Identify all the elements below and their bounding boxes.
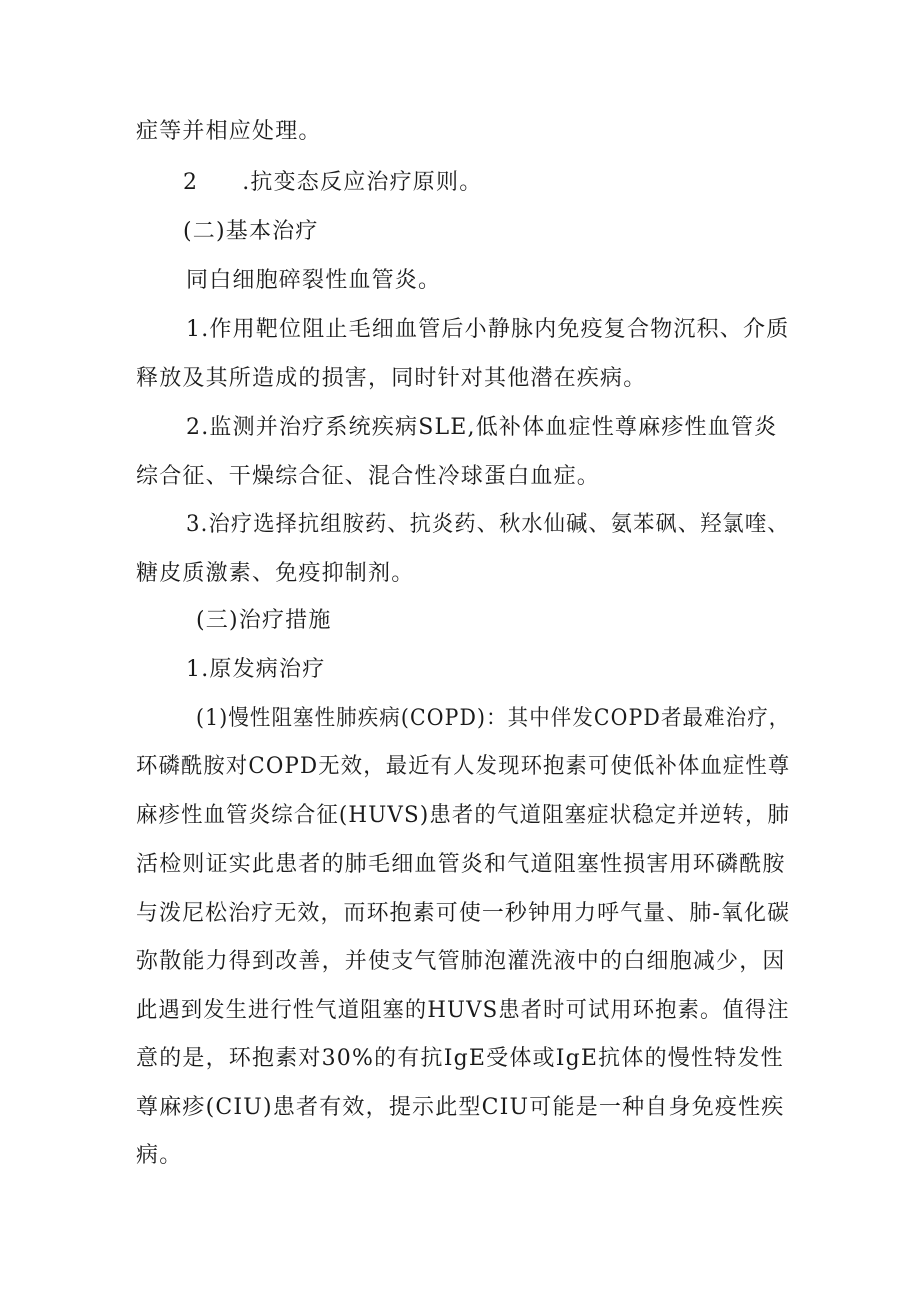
paragraph-line xyxy=(136,947,786,977)
list-item-heading xyxy=(183,168,482,198)
paragraph-line xyxy=(136,996,790,1026)
text: 综合征、干燥综合征、混合性冷球蛋白血症。 xyxy=(136,464,601,489)
text: 麻疹性血管炎综合征(HUVS)患者的气道阻塞症状稳定并逆转，肺 xyxy=(136,803,791,828)
text: 症等并相应处理。 xyxy=(136,119,322,144)
section-heading xyxy=(183,217,319,247)
section-heading xyxy=(196,606,332,636)
text: (1)慢性阻塞性肺疾病(COPD)：其中伴发COPD者最难治疗， xyxy=(196,706,791,731)
text: 糖皮质激素、免疫抑制剂。 xyxy=(136,561,415,586)
text: 与泼尼松治疗无效，而环抱素可使一秒钟用力呼气量、肺-氧化碳 xyxy=(136,901,791,926)
text: 此遇到发生进行性气道阻塞的HUVS患者时可试用环抱素。值得注 xyxy=(136,998,790,1023)
text: 同白细胞碎裂性血管炎。 xyxy=(186,268,442,293)
text: 弥散能力得到改善，并使支气管肺泡灌洗液中的白细胞减少，因 xyxy=(136,949,786,974)
text: 1.作用靶位阻止毛细血管后小静脉内免疫复合物沉积、介质 xyxy=(186,317,790,342)
text: 意的是，环抱素对30%的有抗IgE受体或IgE抗体的慢性特发性 xyxy=(136,1046,784,1071)
paragraph-line xyxy=(136,899,790,929)
text: 活检则证实此患者的肺毛细血管炎和气道阻塞性损害用环磷酰胺 xyxy=(136,852,786,877)
text: 尊麻疹(CIU)患者有效，提示此型CIU可能是一种自身免疫性疾 xyxy=(136,1095,785,1120)
paragraph-line xyxy=(136,559,414,589)
subsection-heading xyxy=(186,655,325,685)
paragraph-line xyxy=(136,1044,784,1074)
text: 环磷酰胺对COPD无效，最近有人发现环抱素可使低补体血症性尊 xyxy=(136,754,791,779)
text: 释放及其所造成的损害，同时针对其他潜在疾病。 xyxy=(136,366,647,391)
paragraph-line xyxy=(136,801,790,831)
text: 2.监测并治疗系统疾病SLE,低补体血症性尊麻疹性血管炎 xyxy=(186,415,778,440)
text: (三)治疗措施 xyxy=(196,608,332,633)
paragraph-line xyxy=(136,462,600,492)
text: (二)基本治疗 xyxy=(183,219,319,244)
paragraph-line xyxy=(136,752,790,782)
list-text: .抗变态反应治疗原则。 xyxy=(242,170,483,195)
paragraph-line xyxy=(196,704,790,734)
paragraph-line xyxy=(136,1141,182,1171)
text: 3.治疗选择抗组胺药、抗炎药、秋水仙碱、氨苯砜、羟氯喹、 xyxy=(186,512,790,537)
paragraph-line xyxy=(136,364,646,394)
paragraph-line xyxy=(136,850,786,880)
paragraph-line xyxy=(186,510,790,540)
paragraph-line xyxy=(186,315,789,345)
paragraph-line xyxy=(186,413,777,443)
list-number: 2 xyxy=(183,170,199,195)
text: 病。 xyxy=(136,1143,183,1168)
paragraph-line xyxy=(136,117,322,147)
paragraph-line xyxy=(136,1093,785,1123)
paragraph-line xyxy=(186,266,441,296)
text: 1.原发病治疗 xyxy=(186,657,326,682)
